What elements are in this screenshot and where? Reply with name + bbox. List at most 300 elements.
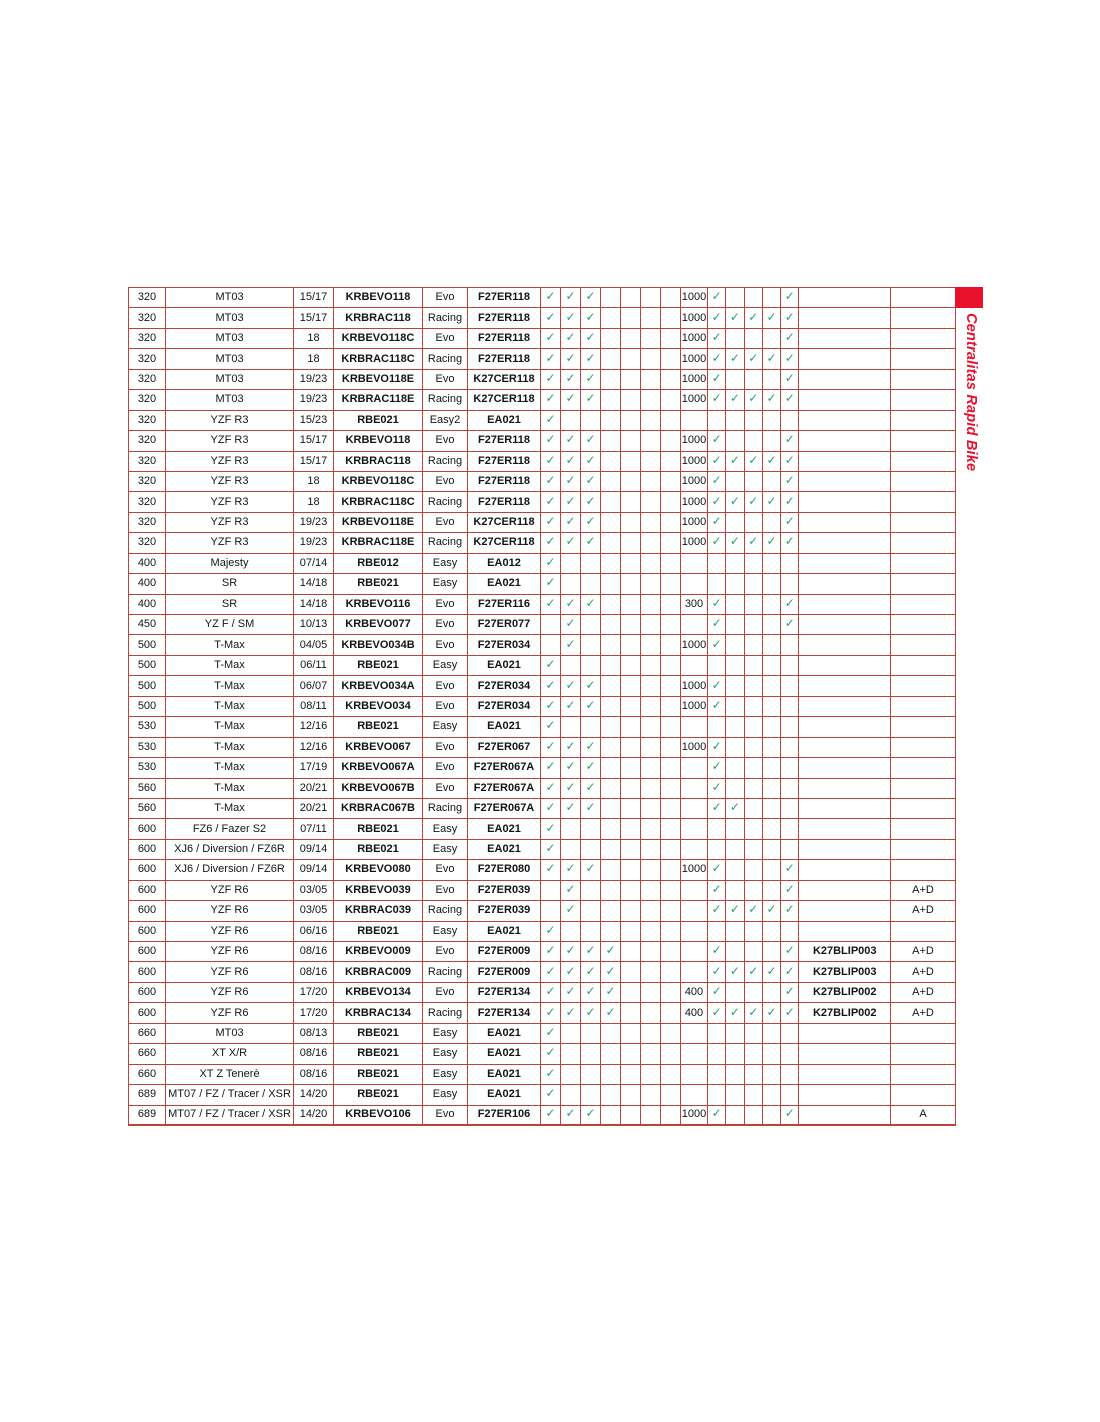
check-icon: ✓ — [565, 759, 576, 774]
accessory-code-cell: F27ER118 — [468, 451, 541, 471]
kit-type-cell: Easy — [423, 1085, 468, 1105]
note-cell — [890, 635, 955, 655]
note-cell — [890, 778, 955, 798]
option-check-cell-4 — [762, 860, 780, 880]
extra-code-cell — [799, 860, 891, 880]
option-check-cell-5 — [781, 553, 799, 573]
feature-check-cell-1 — [541, 390, 561, 410]
feature-check-cell-3 — [581, 533, 601, 553]
option-check-cell-4 — [762, 1023, 780, 1043]
years-cell: 14/18 — [294, 594, 334, 614]
feature-check-cell-1 — [541, 349, 561, 369]
check-icon: ✓ — [729, 309, 740, 324]
feature-check-cell-3 — [581, 574, 601, 594]
kit-code-cell: RBE021 — [334, 1085, 423, 1105]
kit-code-cell: RBE021 — [334, 655, 423, 675]
feature-check-cell-2 — [561, 594, 581, 614]
option-check-cell-1 — [708, 901, 726, 921]
note-cell: A+D — [890, 982, 955, 1002]
model-cell: MT03 — [166, 308, 294, 328]
table-row — [129, 574, 956, 594]
feature-check-cell-4 — [601, 492, 621, 512]
extra-code-cell: K27BLIP003 — [799, 962, 891, 982]
feature-check-cell-5 — [621, 778, 641, 798]
option-check-cell-2 — [726, 676, 744, 696]
years-cell: 19/23 — [294, 369, 334, 389]
feature-check-cell-1 — [541, 839, 561, 859]
feature-check-cell-7 — [661, 1044, 681, 1064]
kit-type-cell: Easy — [423, 574, 468, 594]
note-cell — [890, 737, 955, 757]
option-check-cell-5 — [781, 962, 799, 982]
check-icon: ✓ — [545, 1106, 556, 1121]
check-icon: ✓ — [545, 1024, 556, 1039]
feature-check-cell-3 — [581, 921, 601, 941]
check-icon: ✓ — [711, 861, 722, 876]
note-cell — [890, 492, 955, 512]
table-row — [129, 676, 956, 696]
feature-check-cell-4 — [601, 431, 621, 451]
note-cell: A+D — [890, 942, 955, 962]
feature-check-cell-1 — [541, 676, 561, 696]
option-check-cell-4 — [762, 533, 780, 553]
kit-type-cell: Easy — [423, 819, 468, 839]
feature-check-cell-1 — [541, 1044, 561, 1064]
kit-type-cell: Evo — [423, 431, 468, 451]
feature-check-cell-6 — [641, 982, 661, 1002]
kit-code-cell: RBE012 — [334, 553, 423, 573]
option-check-cell-4 — [762, 676, 780, 696]
check-icon: ✓ — [729, 391, 740, 406]
option-check-cell-4 — [762, 288, 780, 308]
check-icon: ✓ — [784, 350, 795, 365]
feature-check-cell-5 — [621, 615, 641, 635]
feature-check-cell-2 — [561, 1003, 581, 1023]
option-check-cell-1 — [708, 655, 726, 675]
displacement-cell: 320 — [129, 410, 166, 430]
feature-check-cell-3 — [581, 1003, 601, 1023]
feature-check-cell-1 — [541, 880, 561, 900]
extra-code-cell: K27BLIP003 — [799, 942, 891, 962]
option-check-cell-5 — [781, 737, 799, 757]
option-check-cell-5 — [781, 390, 799, 410]
feature-check-cell-4 — [601, 349, 621, 369]
check-icon: ✓ — [784, 432, 795, 447]
feature-check-cell-7 — [661, 839, 681, 859]
extra-code-cell — [799, 328, 891, 348]
feature-check-cell-7 — [661, 860, 681, 880]
feature-check-cell-6 — [641, 431, 661, 451]
feature-check-cell-3 — [581, 962, 601, 982]
accessory-code-cell: F27ER077 — [468, 615, 541, 635]
accessory-code-cell: EA012 — [468, 553, 541, 573]
table-row — [129, 880, 956, 900]
feature-check-cell-4 — [601, 758, 621, 778]
check-icon: ✓ — [784, 1106, 795, 1121]
option-check-cell-4 — [762, 451, 780, 471]
feature-check-cell-3 — [581, 717, 601, 737]
accessory-code-cell: K27CER118 — [468, 512, 541, 532]
feature-check-cell-7 — [661, 574, 681, 594]
qty-cell: 300 — [681, 594, 708, 614]
feature-check-cell-4 — [601, 288, 621, 308]
check-icon: ✓ — [711, 350, 722, 365]
model-cell: SR — [166, 574, 294, 594]
years-cell: 19/23 — [294, 390, 334, 410]
kit-type-cell: Evo — [423, 594, 468, 614]
displacement-cell: 600 — [129, 880, 166, 900]
note-cell — [890, 819, 955, 839]
check-icon: ✓ — [605, 1004, 616, 1019]
check-icon: ✓ — [711, 452, 722, 467]
check-icon: ✓ — [711, 370, 722, 385]
displacement-cell: 320 — [129, 349, 166, 369]
feature-check-cell-4 — [601, 717, 621, 737]
note-cell — [890, 512, 955, 532]
check-icon: ✓ — [766, 963, 777, 978]
option-check-cell-2 — [726, 553, 744, 573]
option-check-cell-4 — [762, 390, 780, 410]
qty-cell — [681, 410, 708, 430]
qty-cell — [681, 574, 708, 594]
option-check-cell-5 — [781, 798, 799, 818]
feature-check-cell-7 — [661, 1085, 681, 1105]
extra-code-cell — [799, 696, 891, 716]
accessory-code-cell: EA021 — [468, 1064, 541, 1084]
feature-check-cell-7 — [661, 921, 681, 941]
years-cell: 18 — [294, 328, 334, 348]
feature-check-cell-1 — [541, 594, 561, 614]
option-check-cell-3 — [744, 308, 762, 328]
extra-code-cell — [799, 819, 891, 839]
feature-check-cell-1 — [541, 962, 561, 982]
accessory-code-cell: F27ER118 — [468, 288, 541, 308]
feature-check-cell-7 — [661, 594, 681, 614]
check-icon: ✓ — [545, 738, 556, 753]
check-icon: ✓ — [545, 350, 556, 365]
feature-check-cell-3 — [581, 635, 601, 655]
accessory-code-cell: EA021 — [468, 1023, 541, 1043]
feature-check-cell-5 — [621, 533, 641, 553]
check-icon: ✓ — [565, 370, 576, 385]
feature-check-cell-2 — [561, 1064, 581, 1084]
option-check-cell-4 — [762, 1105, 780, 1125]
check-icon: ✓ — [784, 370, 795, 385]
option-check-cell-2 — [726, 512, 744, 532]
extra-code-cell — [799, 1044, 891, 1064]
option-check-cell-5 — [781, 594, 799, 614]
check-icon: ✓ — [545, 514, 556, 529]
accessory-code-cell: F27ER067A — [468, 778, 541, 798]
option-check-cell-2 — [726, 328, 744, 348]
kit-code-cell: KRBEVO039 — [334, 880, 423, 900]
displacement-cell: 600 — [129, 1003, 166, 1023]
check-icon: ✓ — [545, 534, 556, 549]
feature-check-cell-4 — [601, 676, 621, 696]
option-check-cell-5 — [781, 349, 799, 369]
feature-check-cell-1 — [541, 471, 561, 491]
option-check-cell-1 — [708, 533, 726, 553]
displacement-cell: 530 — [129, 717, 166, 737]
feature-check-cell-6 — [641, 839, 661, 859]
kit-type-cell: Racing — [423, 962, 468, 982]
option-check-cell-5 — [781, 1023, 799, 1043]
table-row — [129, 553, 956, 573]
option-check-cell-4 — [762, 594, 780, 614]
kit-code-cell: KRBEVO067 — [334, 737, 423, 757]
option-check-cell-2 — [726, 962, 744, 982]
displacement-cell: 400 — [129, 594, 166, 614]
note-cell — [890, 921, 955, 941]
accessory-code-cell: EA021 — [468, 717, 541, 737]
option-check-cell-1 — [708, 982, 726, 1002]
extra-code-cell — [799, 594, 891, 614]
option-check-cell-5 — [781, 758, 799, 778]
feature-check-cell-2 — [561, 349, 581, 369]
compatibility-table-body — [129, 288, 956, 1126]
feature-check-cell-4 — [601, 655, 621, 675]
check-icon: ✓ — [585, 452, 596, 467]
check-icon: ✓ — [545, 432, 556, 447]
check-icon: ✓ — [565, 514, 576, 529]
accessory-code-cell: F27ER067A — [468, 758, 541, 778]
feature-check-cell-7 — [661, 737, 681, 757]
feature-check-cell-4 — [601, 615, 621, 635]
note-cell: A+D — [890, 1003, 955, 1023]
feature-check-cell-7 — [661, 962, 681, 982]
table-row — [129, 717, 956, 737]
check-icon: ✓ — [545, 391, 556, 406]
option-check-cell-5 — [781, 328, 799, 348]
option-check-cell-1 — [708, 553, 726, 573]
feature-check-cell-7 — [661, 696, 681, 716]
feature-check-cell-7 — [661, 717, 681, 737]
model-cell: MT03 — [166, 328, 294, 348]
qty-cell: 1000 — [681, 512, 708, 532]
feature-check-cell-1 — [541, 1105, 561, 1125]
option-check-cell-3 — [744, 431, 762, 451]
accessory-code-cell: EA021 — [468, 1044, 541, 1064]
check-icon: ✓ — [784, 330, 795, 345]
model-cell: MT03 — [166, 390, 294, 410]
check-icon: ✓ — [729, 963, 740, 978]
check-icon: ✓ — [784, 452, 795, 467]
kit-type-cell: Evo — [423, 942, 468, 962]
feature-check-cell-4 — [601, 471, 621, 491]
qty-cell: 1000 — [681, 533, 708, 553]
kit-type-cell: Easy2 — [423, 410, 468, 430]
displacement-cell: 500 — [129, 635, 166, 655]
table-row — [129, 288, 956, 308]
extra-code-cell — [799, 349, 891, 369]
model-cell: XJ6 / Diversion / FZ6R — [166, 860, 294, 880]
option-check-cell-4 — [762, 655, 780, 675]
option-check-cell-3 — [744, 942, 762, 962]
kit-type-cell: Evo — [423, 676, 468, 696]
feature-check-cell-2 — [561, 574, 581, 594]
note-cell — [890, 431, 955, 451]
kit-code-cell: KRBEVO009 — [334, 942, 423, 962]
qty-cell — [681, 921, 708, 941]
feature-check-cell-6 — [641, 717, 661, 737]
feature-check-cell-2 — [561, 696, 581, 716]
feature-check-cell-4 — [601, 942, 621, 962]
feature-check-cell-1 — [541, 1064, 561, 1084]
check-icon: ✓ — [784, 963, 795, 978]
feature-check-cell-4 — [601, 635, 621, 655]
check-icon: ✓ — [711, 391, 722, 406]
feature-check-cell-6 — [641, 288, 661, 308]
years-cell: 08/16 — [294, 1064, 334, 1084]
feature-check-cell-6 — [641, 1085, 661, 1105]
accessory-code-cell: F27ER118 — [468, 431, 541, 451]
feature-check-cell-7 — [661, 655, 681, 675]
years-cell: 18 — [294, 492, 334, 512]
feature-check-cell-7 — [661, 635, 681, 655]
check-icon: ✓ — [585, 1106, 596, 1121]
feature-check-cell-6 — [641, 533, 661, 553]
check-icon: ✓ — [565, 534, 576, 549]
note-cell — [890, 676, 955, 696]
feature-check-cell-2 — [561, 839, 581, 859]
feature-check-cell-1 — [541, 1085, 561, 1105]
feature-check-cell-3 — [581, 798, 601, 818]
check-icon: ✓ — [545, 657, 556, 672]
option-check-cell-3 — [744, 553, 762, 573]
feature-check-cell-6 — [641, 615, 661, 635]
feature-check-cell-4 — [601, 962, 621, 982]
table-row — [129, 942, 956, 962]
accessory-code-cell: F27ER118 — [468, 492, 541, 512]
option-check-cell-3 — [744, 798, 762, 818]
feature-check-cell-1 — [541, 758, 561, 778]
check-icon: ✓ — [565, 881, 576, 896]
feature-check-cell-1 — [541, 410, 561, 430]
feature-check-cell-6 — [641, 553, 661, 573]
check-icon: ✓ — [565, 1004, 576, 1019]
option-check-cell-5 — [781, 533, 799, 553]
option-check-cell-2 — [726, 1064, 744, 1084]
check-icon: ✓ — [565, 861, 576, 876]
feature-check-cell-3 — [581, 676, 601, 696]
feature-check-cell-2 — [561, 288, 581, 308]
feature-check-cell-3 — [581, 880, 601, 900]
accessory-code-cell: F27ER118 — [468, 349, 541, 369]
displacement-cell: 320 — [129, 431, 166, 451]
table-row — [129, 1003, 956, 1023]
check-icon: ✓ — [565, 1106, 576, 1121]
check-icon: ✓ — [545, 820, 556, 835]
years-cell: 07/14 — [294, 553, 334, 573]
option-check-cell-2 — [726, 942, 744, 962]
kit-code-cell: KRBRAC118E — [334, 390, 423, 410]
check-icon: ✓ — [784, 493, 795, 508]
qty-cell — [681, 901, 708, 921]
feature-check-cell-2 — [561, 431, 581, 451]
years-cell: 09/14 — [294, 860, 334, 880]
extra-code-cell — [799, 451, 891, 471]
feature-check-cell-6 — [641, 635, 661, 655]
check-icon: ✓ — [565, 350, 576, 365]
option-check-cell-4 — [762, 431, 780, 451]
accessory-code-cell: F27ER067 — [468, 737, 541, 757]
feature-check-cell-2 — [561, 553, 581, 573]
accessory-code-cell: F27ER134 — [468, 982, 541, 1002]
check-icon: ✓ — [711, 534, 722, 549]
option-check-cell-3 — [744, 349, 762, 369]
extra-code-cell — [799, 737, 891, 757]
option-check-cell-2 — [726, 1023, 744, 1043]
kit-type-cell: Easy — [423, 921, 468, 941]
feature-check-cell-2 — [561, 328, 581, 348]
option-check-cell-2 — [726, 410, 744, 430]
kit-code-cell: KRBRAC134 — [334, 1003, 423, 1023]
qty-cell: 1000 — [681, 328, 708, 348]
feature-check-cell-7 — [661, 615, 681, 635]
check-icon: ✓ — [585, 963, 596, 978]
qty-cell — [681, 717, 708, 737]
option-check-cell-3 — [744, 717, 762, 737]
option-check-cell-5 — [781, 717, 799, 737]
option-check-cell-2 — [726, 655, 744, 675]
check-icon: ✓ — [711, 902, 722, 917]
option-check-cell-3 — [744, 1044, 762, 1064]
note-cell — [890, 1023, 955, 1043]
check-icon: ✓ — [784, 391, 795, 406]
option-check-cell-5 — [781, 860, 799, 880]
option-check-cell-4 — [762, 962, 780, 982]
kit-type-cell: Evo — [423, 369, 468, 389]
feature-check-cell-6 — [641, 942, 661, 962]
table-row — [129, 533, 956, 553]
note-cell — [890, 839, 955, 859]
check-icon: ✓ — [711, 432, 722, 447]
displacement-cell: 400 — [129, 574, 166, 594]
option-check-cell-5 — [781, 676, 799, 696]
check-icon: ✓ — [545, 452, 556, 467]
kit-type-cell: Racing — [423, 901, 468, 921]
option-check-cell-2 — [726, 901, 744, 921]
check-icon: ✓ — [545, 330, 556, 345]
feature-check-cell-3 — [581, 471, 601, 491]
option-check-cell-5 — [781, 921, 799, 941]
extra-code-cell — [799, 676, 891, 696]
feature-check-cell-6 — [641, 758, 661, 778]
check-icon: ✓ — [545, 800, 556, 815]
option-check-cell-2 — [726, 431, 744, 451]
check-icon: ✓ — [766, 902, 777, 917]
qty-cell — [681, 962, 708, 982]
feature-check-cell-4 — [601, 1105, 621, 1125]
years-cell: 17/19 — [294, 758, 334, 778]
model-cell: YZF R3 — [166, 533, 294, 553]
check-icon: ✓ — [585, 330, 596, 345]
feature-check-cell-6 — [641, 778, 661, 798]
displacement-cell: 320 — [129, 308, 166, 328]
kit-code-cell: RBE021 — [334, 1064, 423, 1084]
kit-code-cell: KRBRAC118 — [334, 451, 423, 471]
note-cell — [890, 288, 955, 308]
check-icon: ✓ — [565, 697, 576, 712]
qty-cell: 1000 — [681, 431, 708, 451]
option-check-cell-2 — [726, 574, 744, 594]
check-icon: ✓ — [585, 943, 596, 958]
feature-check-cell-7 — [661, 533, 681, 553]
kit-type-cell: Racing — [423, 390, 468, 410]
displacement-cell: 500 — [129, 676, 166, 696]
option-check-cell-2 — [726, 471, 744, 491]
option-check-cell-3 — [744, 635, 762, 655]
